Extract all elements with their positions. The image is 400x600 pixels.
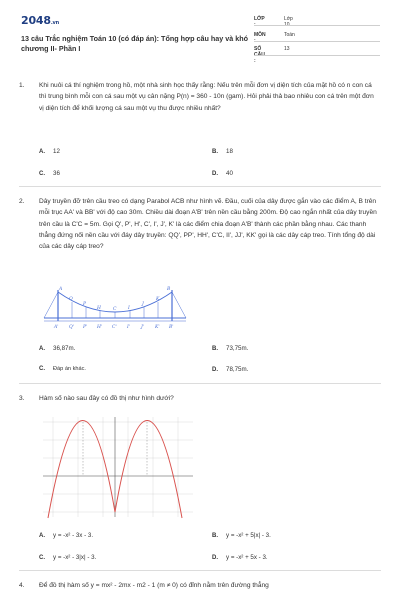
label-I: I bbox=[128, 306, 130, 311]
option-text: y = -x² - 3|x| - 3. bbox=[53, 554, 97, 561]
label-P-prime: P' bbox=[83, 325, 88, 330]
question-text: Hàm số nào sau đây có đồ thị như hình dưới? bbox=[39, 395, 174, 402]
option-b[interactable] bbox=[212, 148, 233, 155]
option-letter: A. bbox=[39, 149, 45, 155]
question-number: 2. bbox=[19, 198, 25, 205]
meta-key: SỐ : bbox=[254, 46, 262, 64]
option-c[interactable] bbox=[39, 554, 96, 561]
question-divider bbox=[19, 383, 381, 384]
site-logo[interactable] bbox=[21, 14, 59, 27]
meta-key: MÔN bbox=[254, 32, 266, 38]
label-I-prime: I' bbox=[127, 325, 131, 330]
question-text: Để đồ thị hàm số y = mx² - 2mx - m2 - 1 (m ≠ 0) có đỉnh nằm trên đường thẳng bbox=[39, 582, 269, 589]
meta-value: Lớp bbox=[284, 16, 293, 22]
option-d[interactable] bbox=[212, 554, 268, 561]
question-number: 4. bbox=[19, 582, 25, 589]
option-letter: A. bbox=[39, 346, 45, 352]
label-J-prime: J' bbox=[141, 325, 145, 330]
option-text: 78,75m. bbox=[226, 366, 249, 373]
label-Q: Q bbox=[69, 297, 73, 302]
label-K-prime: K' bbox=[155, 325, 160, 330]
option-letter: A. bbox=[39, 533, 45, 539]
label-C-prime: C' bbox=[112, 325, 117, 330]
logo-suffix: .vn bbox=[50, 20, 59, 26]
option-letter: B. bbox=[212, 533, 218, 539]
option-c[interactable] bbox=[39, 170, 60, 177]
meta-divider bbox=[254, 55, 380, 56]
label-K: K bbox=[156, 297, 160, 302]
option-text: y = -x² + 5x - 3. bbox=[226, 554, 268, 561]
question-number: 1. bbox=[19, 82, 25, 89]
option-letter: C. bbox=[39, 171, 45, 177]
option-d[interactable] bbox=[212, 170, 233, 177]
label-B: B bbox=[167, 287, 171, 292]
option-a[interactable] bbox=[39, 148, 60, 155]
question-divider bbox=[19, 570, 381, 571]
function-graph bbox=[33, 412, 201, 520]
label-C: C bbox=[113, 307, 117, 312]
label-A: A bbox=[59, 287, 63, 292]
option-text: y = -x² + 5|x| - 3. bbox=[226, 532, 271, 539]
label-B-prime: B' bbox=[169, 325, 174, 330]
option-letter: D. bbox=[212, 171, 218, 177]
graph-grid bbox=[43, 417, 193, 517]
option-d[interactable] bbox=[212, 366, 248, 373]
question-divider bbox=[19, 186, 381, 187]
label-J: J bbox=[142, 302, 144, 307]
label-P: P bbox=[83, 302, 87, 307]
option-a[interactable] bbox=[39, 345, 75, 352]
label-H: H bbox=[97, 306, 101, 311]
option-c[interactable] bbox=[39, 366, 86, 372]
option-text: 36,87m. bbox=[53, 345, 76, 352]
option-text: 36 bbox=[53, 170, 60, 177]
option-letter: C. bbox=[39, 555, 45, 561]
option-text: 40 bbox=[226, 170, 233, 177]
logo-text: 2048 bbox=[21, 14, 51, 27]
label-A-prime: A' bbox=[54, 325, 59, 330]
meta-value: 13 bbox=[284, 46, 290, 52]
meta-key: LỚP bbox=[254, 16, 265, 22]
question-text: Dây truyền đỡ trên cầu treo có dạng Parabol ACB như hình vẽ. Đầu, cuối của dây được gắn vào các điểm A, B trên mỗi trục AA' và BB' với độ cao 30m. Chiều dài đoạn A'B' trên nền cầu bằng 200m. Độ cao ngắn nhất của dây truyền trên cầu là C'C = 5m. Gọi Q', P', H', C', I', J', K' là các điểm chia đoạn A'B' thành các phần bằng nhau. Các thanh thẳng đứng nối nền cầu với đáy dây truyền: QQ', PP', HH', C'C, II', JJ', KK' gọi là các dây cáp treo. Tính tổng độ dài của các dây cáp treo? bbox=[39, 198, 377, 251]
option-letter: D. bbox=[212, 555, 218, 561]
bridge-figure bbox=[40, 286, 190, 334]
label-H-prime: H' bbox=[97, 325, 103, 330]
option-text: 18 bbox=[226, 148, 233, 155]
option-text: 73,75m. bbox=[226, 345, 249, 352]
option-text: y = -x² - 3x - 3. bbox=[53, 532, 94, 539]
option-a[interactable] bbox=[39, 532, 93, 539]
option-letter: C. bbox=[39, 366, 45, 372]
option-letter: B. bbox=[212, 346, 218, 352]
question-number: 3. bbox=[19, 395, 25, 402]
question-text: Khi nuôi cá thí nghiệm trong hồ, một nhà sinh học thấy rằng: Nếu trên mỗi đơn vị diện tích của mặt hồ có n con cá thì trung bình mỗi con cá sau một vụ cân nặng P(n) = 360 - 10n (gam). Hỏi phải thả bao nhiêu con cá trên một đơn vị diện tích để khối lượng cá sau một vụ thu được nhiều nhất? bbox=[39, 82, 374, 112]
option-b[interactable] bbox=[212, 345, 248, 352]
document-header bbox=[0, 0, 400, 62]
option-letter: B. bbox=[212, 149, 218, 155]
meta-divider bbox=[254, 25, 380, 26]
meta-divider bbox=[254, 41, 380, 42]
label-Q-prime: Q' bbox=[69, 325, 74, 330]
document-title: 13 câu Trắc nghiệm Toán 10 (có đáp án): Tổng hợp câu hay và khó chương II- Phần I bbox=[21, 34, 249, 53]
option-b[interactable] bbox=[212, 532, 271, 539]
option-text: Đáp án khác. bbox=[53, 366, 86, 372]
meta-value: Toán bbox=[284, 32, 295, 38]
option-text: 12 bbox=[53, 148, 60, 155]
option-letter: D. bbox=[212, 367, 218, 373]
